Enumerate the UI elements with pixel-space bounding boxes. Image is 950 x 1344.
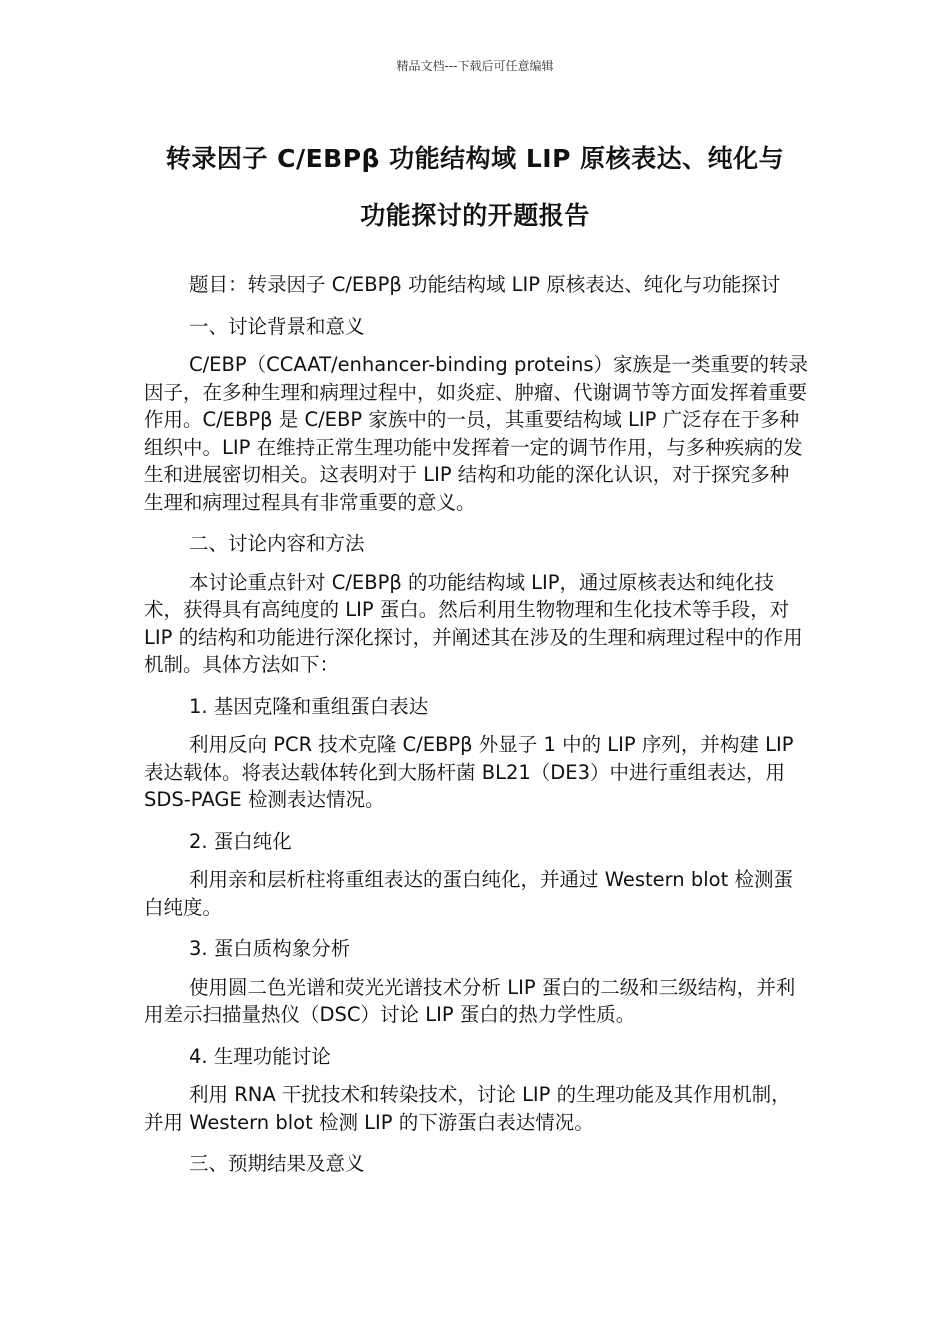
step-paragraph-function: 利用 RNA 干扰技术和转染技术，讨论 LIP 的生理功能及其作用机制，并用 Western blot 检测 LIP 的下游蛋白表达情况。 <box>144 1083 791 1134</box>
topic-paragraph: 题目：转录因子 C/EBPβ 功能结构域 LIP 原核表达、纯化与功能探讨 <box>189 273 781 296</box>
step-paragraph-cloning: 利用反向 PCR 技术克隆 C/EBPβ 外显子 1 中的 LIP 序列，并构建 LIP 表达载体。将表达载体转化到大肠杆菌 BL21（DE3）中进行重组表达，用 SDS-PAGE 检测表达情况。 <box>144 733 794 811</box>
document-title-line-2: 功能探讨的开题报告 <box>360 201 590 230</box>
document-title-line-1: 转录因子 C/EBPβ 功能结构域 LIP 原核表达、纯化与 <box>165 144 785 173</box>
document-body <box>144 271 808 1189</box>
section-heading-methods: 二、讨论内容和方法 <box>189 532 365 555</box>
step-heading-conformation: 3. 蛋白质构象分析 <box>189 937 351 960</box>
header-note: 精品文档---下载后可任意编辑 <box>396 59 554 73</box>
step-heading-purification: 2. 蛋白纯化 <box>189 829 292 853</box>
step-heading-cloning: 1. 基因克隆和重组蛋白表达 <box>189 694 429 718</box>
methods-paragraph: 本讨论重点针对 C/EBPβ 的功能结构域 LIP，通过原核表达和纯化技术，获得具有高纯度的 LIP 蛋白。然后利用生物物理和生化技术等手段，对 LIP 的结构和功能进行深化探讨，并阐述其在涉及的生理和病理过程中的作用机制。具体方法如下： <box>144 570 803 676</box>
step-paragraph-purification: 利用亲和层析柱将重组表达的蛋白纯化，并通过 Western blot 检测蛋白纯度。 <box>144 868 793 919</box>
step-paragraph-conformation: 使用圆二色光谱和荧光光谱技术分析 LIP 蛋白的二级和三级结构，并利用差示扫描量热仪（DSC）讨论 LIP 蛋白的热力学性质。 <box>144 975 796 1026</box>
step-heading-function: 4. 生理功能讨论 <box>189 1044 331 1068</box>
background-paragraph: C/EBP（CCAAT/enhancer-binding proteins）家族是一类重要的转录因子，在多种生理和病理过程中，如炎症、肿瘤、代谢调节等方面发挥着重要作用。C/EBPβ 是 C/EBP 家族中的一员，其重要结构域 LIP 广泛存在于多种组织中。LIP 在维持正常生理功能中发挥着一定的调节作用，与多种疾病的发生和进展密切相关。这表明对于 LIP 结构和功能的深化认识，对于探究多种生理和病理过程具有非常重要的意义。 <box>144 353 808 514</box>
section-heading-background: 一、讨论背景和意义 <box>189 314 365 338</box>
section-heading-expected-results: 三、预期结果及意义 <box>189 1152 365 1175</box>
